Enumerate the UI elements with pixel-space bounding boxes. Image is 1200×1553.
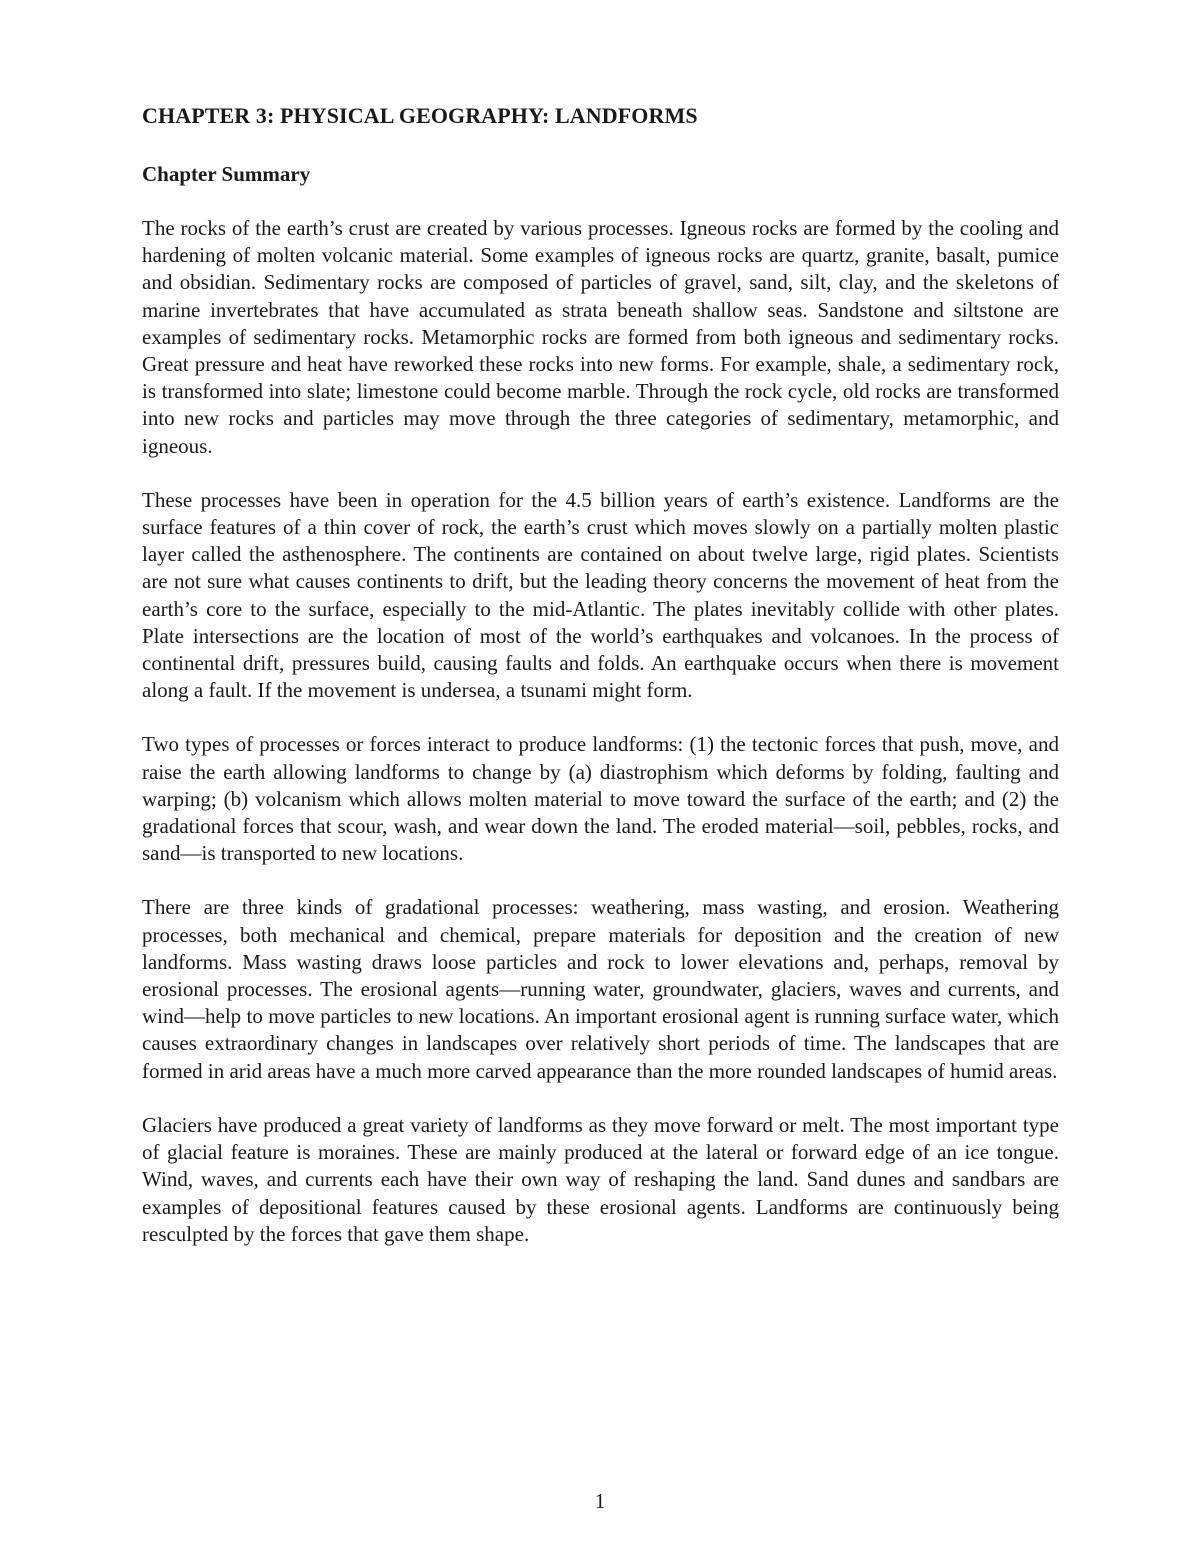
paragraph-rocks: The rocks of the earth’s crust are created by various processes. Igneous rocks are formed by the cooling and hardening of molten volcanic material. Some examples of igneous rocks are quartz, granite, basalt, pumice and obsidian. Sedimentary rocks are composed of particles of gravel, sand, silt, clay, and the skeletons of marine invertebrates that have accumulated as strata beneath shallow seas. Sandstone and siltstone are examples of sedimentary rocks. Metamorphic rocks are formed from both igneous and sedimentary rocks. Great pressure and heat have reworked these rocks into new forms. For example, shale, a sedimentary rock, is transformed into slate; limestone could become marble. Through the rock cycle, old rocks are transformed into new rocks and particles may move through the three categories of sedimentary, metamorphic, and igneous. [142, 216, 1059, 458]
chapter-title: CHAPTER 3: PHYSICAL GEOGRAPHY: LANDFORMS [142, 103, 698, 128]
paragraph-plates: These processes have been in operation for the 4.5 billion years of earth’s existence. Landforms are the surface features of a thin cover of rock, the earth’s crust which moves slowly on a partially molten plastic layer called the asthenosphere. The continents are contained on about twelve large, rigid plates. Scientists are not sure what causes continents to drift, but the leading theory concerns the movement of heat from the earth’s core to the surface, especially to the mid-Atlantic. The plates inevitably collide with other plates. Plate intersections are the location of most of the world’s earthquakes and volcanoes. In the process of continental drift, pressures build, causing faults and folds. An earthquake occurs when there is movement along a fault. If the movement is undersea, a tsunami might form. [142, 487, 1059, 703]
section-heading: Chapter Summary [142, 162, 311, 186]
paragraph-gradational: There are three kinds of gradational processes: weathering, mass wasting, and erosion. Weathering processes, both mechanical and chemical, prepare materials for deposition and the creation of new landforms. Mass wasting draws loose particles and rock to lower elevations and, perhaps, removal by erosional processes. The erosional agents—running water, groundwater, glaciers, waves and currents, and wind—help to move particles to new locations. An important erosional agent is running surface water, which causes extraordinary changes in landscapes over relatively short periods of time. The landscapes that are formed in arid areas have a much more carved appearance than the more rounded landscapes of humid areas. [142, 895, 1059, 1083]
paragraph-forces: Two types of processes or forces interact to produce landforms: (1) the tectonic forces that push, move, and raise the earth allowing landforms to change by (a) diastrophism which deforms by folding, faulting and warping; (b) volcanism which allows molten material to move toward the surface of the earth; and (2) the gradational forces that scour, wash, and wear down the land. The eroded material—soil, pebbles, rocks, and sand—is transported to new locations. [142, 732, 1059, 866]
paragraph-glaciers: Glaciers have produced a great variety of landforms as they move forward or melt. The most important type of glacial feature is moraines. These are mainly produced at the lateral or forward edge of an ice tongue. Wind, waves, and currents each have their own way of reshaping the land. Sand dunes and sandbars are examples of depositional features caused by these erosional agents. Landforms are continuously being resculpted by the forces that gave them shape. [142, 1112, 1059, 1246]
page-number: 1 [594, 1489, 606, 1513]
page-content [142, 101, 1059, 1275]
